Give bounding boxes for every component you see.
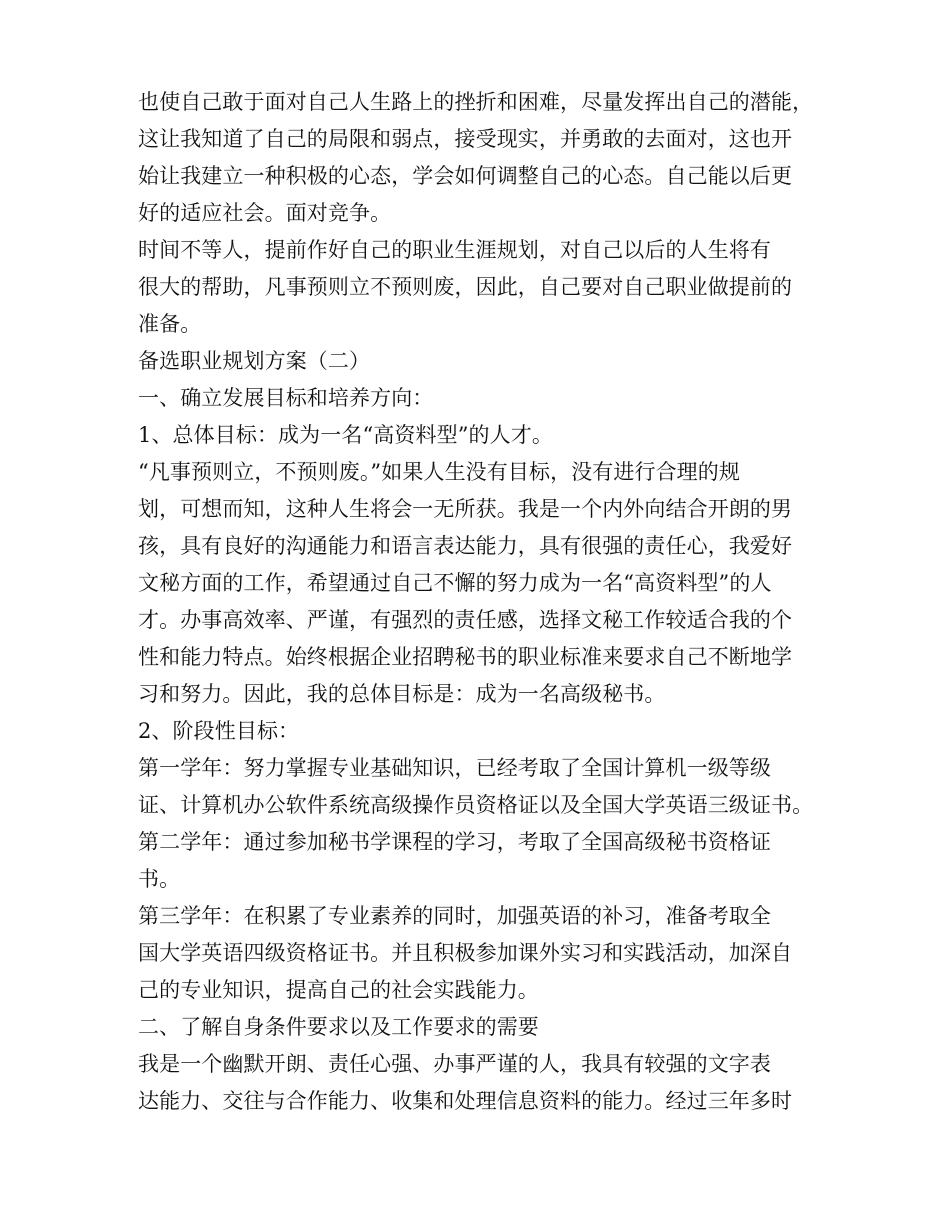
text-line: 很大的帮助，凡事预则立不预则废，因此，自己要对自己职业做提前的 (138, 275, 793, 299)
text-line: 2、阶段性目标： (138, 719, 300, 743)
text-line: 好的适应社会。面对竞争。 (138, 201, 392, 225)
text-line: 证、计算机办公软件系统高级操作员资格证以及全国大学英语三级证书。 (138, 793, 814, 817)
text-line: 第二学年：通过参加秘书学课程的学习，考取了全国高级秘书资格证 (138, 830, 771, 854)
text-line: 己的专业知识，提高自己的社会实践能力。 (138, 978, 539, 1002)
text-line: 划，可想而知，这种人生将会一无所获。我是一个内外向结合开朗的男 (138, 497, 793, 521)
text-line: 1、总体目标：成为一名“高资料型”的人才。 (138, 423, 553, 447)
text-line: 习和努力。因此，我的总体目标是：成为一名高级秘书。 (138, 682, 666, 706)
text-line: 第一学年：努力掌握专业基础知识，已经考取了全国计算机一级等级 (138, 756, 771, 780)
text-line: 国大学英语四级资格证书。并且积极参加课外实习和实践活动，加深自 (138, 941, 793, 965)
text-line: 达能力、交往与合作能力、收集和处理信息资料的能力。经过三年多时 (138, 1089, 793, 1113)
section-heading: 备选职业规划方案（二） (138, 349, 371, 373)
text-line: 也使自己敢于面对自己人生路上的挫折和困难，尽量发挥出自己的潜能， (138, 90, 814, 114)
text-line: 这让我知道了自己的局限和弱点，接受现实，并勇敢的去面对，这也开 (138, 127, 793, 151)
section-heading: 二、了解自身条件要求以及工作要求的需要 (138, 1015, 539, 1039)
document-body (138, 84, 828, 1120)
text-line: 时间不等人，提前作好自己的职业生涯规划，对自己以后的人生将有 (138, 238, 771, 262)
text-line: 文秘方面的工作，希望通过自己不懈的努力成为一名“高资料型”的人 (138, 571, 772, 595)
text-line: “凡事预则立，不预则废。”如果人生没有目标，没有进行合理的规 (138, 460, 740, 484)
text-line: 书。 (138, 867, 181, 891)
text-line: 第三学年：在积累了专业素养的同时，加强英语的补习，准备考取全 (138, 904, 771, 928)
section-heading: 一、确立发展目标和培养方向： (138, 386, 434, 410)
text-line: 我是一个幽默开朗、责任心强、办事严谨的人，我具有较强的文字表 (138, 1052, 771, 1076)
text-line: 才。办事高效率、严谨，有强烈的责任感，选择文秘工作较适合我的个 (138, 608, 793, 632)
text-line: 始让我建立一种积极的心态，学会如何调整自己的心态。自己能以后更 (138, 164, 793, 188)
text-line: 性和能力特点。始终根据企业招聘秘书的职业标准来要求自己不断地学 (138, 645, 793, 669)
text-line: 准备。 (138, 312, 202, 336)
text-line: 孩，具有良好的沟通能力和语言表达能力，具有很强的责任心，我爱好 (138, 534, 793, 558)
